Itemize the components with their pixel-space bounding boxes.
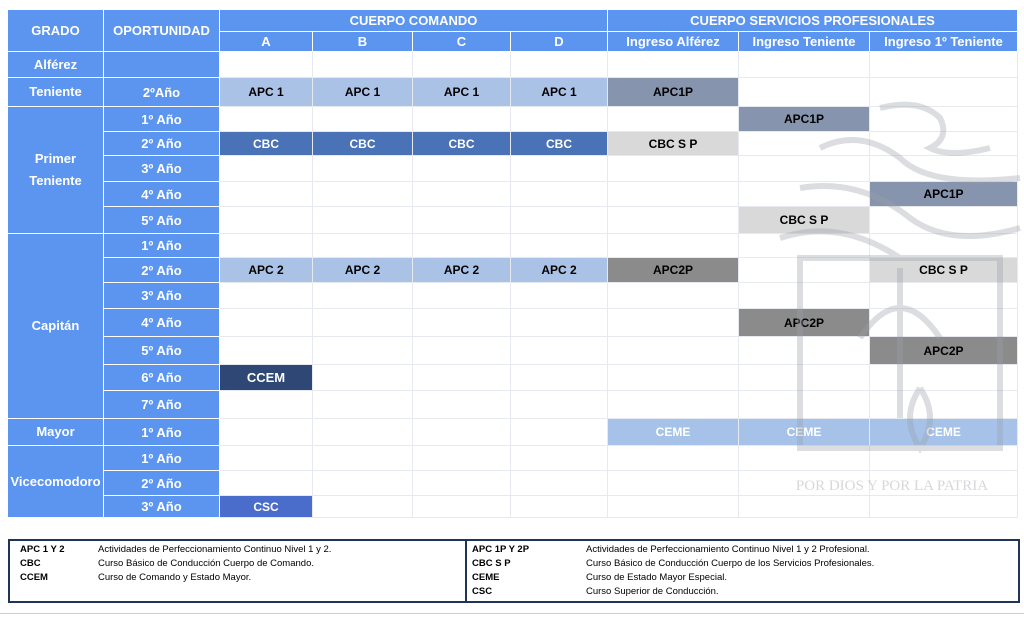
header-col-servicios: Ingreso Teniente — [739, 32, 870, 52]
legend-box — [8, 539, 1020, 603]
empty-cell — [511, 391, 608, 419]
oportunidad-cell: 1º Año — [104, 419, 220, 446]
grado-cell: Vicecomodoro — [8, 446, 104, 518]
empty-cell — [220, 283, 313, 309]
empty-cell — [511, 52, 608, 78]
empty-cell — [608, 107, 739, 132]
empty-cell — [220, 391, 313, 419]
oportunidad-cell: 6º Año — [104, 365, 220, 391]
empty-cell — [511, 283, 608, 309]
course-cell: APC 2 — [220, 258, 313, 283]
oportunidad-cell: 4º Año — [104, 309, 220, 337]
empty-cell — [313, 207, 413, 234]
watermark-motto: POR DIOS Y POR LA PATRIA — [795, 478, 989, 494]
empty-cell — [313, 446, 413, 471]
grado-cell: Primer Teniente — [8, 107, 104, 234]
empty-cell — [608, 496, 739, 518]
empty-cell — [220, 156, 313, 182]
legend-abbr: CCEM — [20, 572, 48, 583]
header-col-servicios: Ingreso 1º Teniente — [870, 32, 1018, 52]
legend-desc: Actividades de Perfeccionamiento Continuo Nivel 1 y 2. — [98, 544, 332, 555]
oportunidad-cell: 2º Año — [104, 471, 220, 496]
empty-cell — [313, 283, 413, 309]
header-col-comando: A — [220, 32, 313, 52]
course-cell: CBC — [313, 132, 413, 156]
course-cell: APC2P — [870, 337, 1018, 365]
legend-desc: Curso Superior de Conducción. — [586, 586, 719, 597]
empty-cell — [220, 107, 313, 132]
empty-cell — [313, 234, 413, 258]
empty-cell — [511, 309, 608, 337]
legend-desc: Curso de Comando y Estado Mayor. — [98, 572, 252, 583]
oportunidad-cell: 1º Año — [104, 234, 220, 258]
empty-cell — [608, 182, 739, 207]
oportunidad-cell: 2º Año — [104, 132, 220, 156]
empty-cell — [608, 309, 739, 337]
empty-cell — [413, 207, 511, 234]
legend-desc: Actividades de Perfeccionamiento Continuo Nivel 1 y 2 Profesional. — [586, 544, 870, 555]
empty-cell — [511, 107, 608, 132]
grado-cell: Mayor — [8, 419, 104, 446]
grado-cell: Alférez — [8, 52, 104, 78]
empty-cell — [511, 365, 608, 391]
empty-cell — [220, 234, 313, 258]
legend-abbr: CBC — [20, 558, 41, 569]
empty-cell — [511, 446, 608, 471]
empty-cell — [413, 156, 511, 182]
course-cell: CEME — [608, 419, 739, 446]
empty-cell — [413, 337, 511, 365]
empty-cell — [220, 309, 313, 337]
legend-desc: Curso de Estado Mayor Especial. — [586, 572, 727, 583]
course-cell: CBC — [220, 132, 313, 156]
empty-cell — [511, 471, 608, 496]
course-cell: APC2P — [608, 258, 739, 283]
course-cell: APC 1 — [413, 78, 511, 107]
empty-cell — [608, 391, 739, 419]
oportunidad-cell: 5º Año — [104, 337, 220, 365]
legend-desc: Curso Básico de Conducción Cuerpo de Comando. — [98, 558, 314, 569]
oportunidad-cell: 7º Año — [104, 391, 220, 419]
empty-cell — [313, 309, 413, 337]
course-cell: CBC S P — [870, 258, 1018, 283]
empty-cell — [413, 419, 511, 446]
course-cell: APC 1 — [511, 78, 608, 107]
oportunidad-cell: 1º Año — [104, 107, 220, 132]
empty-cell — [413, 234, 511, 258]
empty-cell — [313, 419, 413, 446]
empty-cell — [511, 337, 608, 365]
course-cell: APC 2 — [413, 258, 511, 283]
empty-cell — [511, 234, 608, 258]
course-cell: APC1P — [870, 182, 1018, 207]
empty-cell — [511, 182, 608, 207]
empty-cell — [413, 365, 511, 391]
empty-cell — [313, 52, 413, 78]
eagle-crest-watermark — [760, 88, 1024, 528]
empty-cell — [220, 207, 313, 234]
empty-cell — [608, 365, 739, 391]
oportunidad-cell: 1º Año — [104, 446, 220, 471]
empty-cell — [870, 52, 1018, 78]
empty-cell — [220, 52, 313, 78]
course-cell: CBC S P — [739, 207, 870, 234]
oportunidad-cell: 5º Año — [104, 207, 220, 234]
empty-cell — [413, 496, 511, 518]
course-cell: CBC — [413, 132, 511, 156]
oportunidad-cell: 3º Año — [104, 496, 220, 518]
empty-cell — [413, 446, 511, 471]
legend-abbr: CSC — [472, 586, 493, 597]
empty-cell — [608, 283, 739, 309]
legend-abbr: CBC S P — [472, 558, 511, 569]
empty-cell — [220, 446, 313, 471]
course-cell: APC2P — [739, 309, 870, 337]
course-cell: CEME — [870, 419, 1018, 446]
oportunidad-cell: 3º Año — [104, 156, 220, 182]
empty-cell — [313, 182, 413, 207]
legend-abbr: CEME — [472, 572, 500, 583]
oportunidad-cell: 4º Año — [104, 182, 220, 207]
legend-abbr: APC 1P Y 2P — [472, 544, 530, 555]
empty-cell — [413, 182, 511, 207]
empty-cell — [313, 337, 413, 365]
empty-cell — [313, 107, 413, 132]
header-col-servicios: Ingreso Alférez — [608, 32, 739, 52]
oportunidad-cell — [104, 52, 220, 78]
empty-cell — [739, 52, 870, 78]
course-cell: CBC — [511, 132, 608, 156]
empty-cell — [413, 471, 511, 496]
header-col-comando: C — [413, 32, 511, 52]
empty-cell — [313, 156, 413, 182]
header-grado: GRADO — [8, 10, 104, 52]
empty-cell — [413, 309, 511, 337]
empty-cell — [511, 496, 608, 518]
legend-abbr: APC 1 Y 2 — [20, 544, 65, 555]
empty-cell — [220, 471, 313, 496]
empty-cell — [313, 471, 413, 496]
bottom-rule — [0, 613, 1024, 614]
empty-cell — [511, 156, 608, 182]
empty-cell — [608, 234, 739, 258]
course-cell: APC 1 — [313, 78, 413, 107]
course-cell: CCEM — [220, 365, 313, 391]
course-cell: APC1P — [608, 78, 739, 107]
empty-cell — [413, 283, 511, 309]
empty-cell — [608, 337, 739, 365]
empty-cell — [608, 156, 739, 182]
empty-cell — [608, 471, 739, 496]
course-cell: APC 2 — [313, 258, 413, 283]
empty-cell — [313, 365, 413, 391]
empty-cell — [313, 496, 413, 518]
empty-cell — [608, 52, 739, 78]
empty-cell — [220, 337, 313, 365]
empty-cell — [413, 52, 511, 78]
course-cell: CEME — [739, 419, 870, 446]
empty-cell — [511, 419, 608, 446]
legend-desc: Curso Básico de Conducción Cuerpo de los Servicios Profesionales. — [586, 558, 875, 569]
oportunidad-cell: 3º Año — [104, 283, 220, 309]
oportunidad-cell: 2º Año — [104, 258, 220, 283]
header-col-comando: B — [313, 32, 413, 52]
grado-cell: Teniente — [8, 78, 104, 107]
header-oportunidad: OPORTUNIDAD — [104, 10, 220, 52]
header-col-comando: D — [511, 32, 608, 52]
empty-cell — [313, 391, 413, 419]
empty-cell — [511, 207, 608, 234]
header-cuerpo-servicios: CUERPO SERVICIOS PROFESIONALES — [608, 10, 1018, 32]
empty-cell — [608, 446, 739, 471]
empty-cell — [220, 182, 313, 207]
course-cell: APC 2 — [511, 258, 608, 283]
empty-cell — [413, 107, 511, 132]
empty-cell — [608, 207, 739, 234]
course-cell: CBC S P — [608, 132, 739, 156]
grado-cell: Capitán — [8, 234, 104, 419]
header-cuerpo-comando: CUERPO COMANDO — [220, 10, 608, 32]
course-cell: APC 1 — [220, 78, 313, 107]
course-cell: APC1P — [739, 107, 870, 132]
legend-divider — [465, 541, 467, 601]
empty-cell — [220, 419, 313, 446]
course-cell: CSC — [220, 496, 313, 518]
oportunidad-cell: 2ºAño — [104, 78, 220, 107]
empty-cell — [413, 391, 511, 419]
